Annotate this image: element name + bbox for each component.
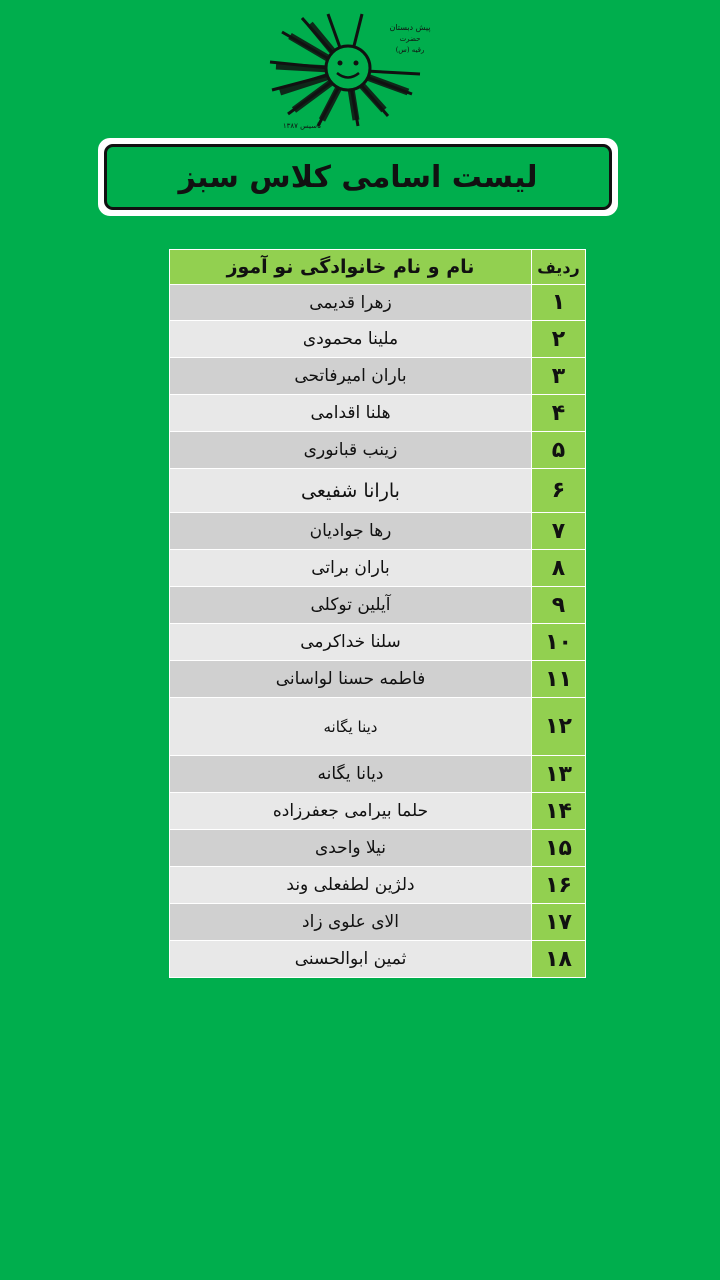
row-number: ۱۱ [532, 661, 586, 698]
table-header-row [170, 250, 586, 285]
table-row [170, 941, 586, 978]
student-name: الای علوی زاد [170, 904, 532, 941]
student-name: دینا یگانه [170, 698, 532, 756]
student-name: دلژین لطفعلی وند [170, 867, 532, 904]
row-number: ۱۰ [532, 624, 586, 661]
student-name: حلما بیرامی جعفرزاده [170, 793, 532, 830]
student-name: دیانا یگانه [170, 756, 532, 793]
student-name: هلنا اقدامی [170, 395, 532, 432]
table-row [170, 661, 586, 698]
row-number: ۱۲ [532, 698, 586, 756]
title-banner [98, 138, 618, 216]
student-name: ملینا محمودی [170, 321, 532, 358]
header-student-name: نام و نام خانوادگی نو آموز [170, 250, 532, 285]
logo-school-name-3: رقیه (س) [395, 46, 425, 54]
row-number: ۵ [532, 432, 586, 469]
row-number: ۱ [532, 285, 586, 321]
table-body [170, 285, 586, 978]
student-name: باران امیرفاتحی [170, 358, 532, 395]
table-row [170, 793, 586, 830]
table-row [170, 432, 586, 469]
table-row [170, 698, 586, 756]
row-number: ۶ [532, 469, 586, 513]
student-name: نیلا واحدی [170, 830, 532, 867]
row-number: ۱۶ [532, 867, 586, 904]
row-number: ۱۸ [532, 941, 586, 978]
row-number: ۳ [532, 358, 586, 395]
header-row-number: ردیف [532, 250, 586, 285]
row-number: ۷ [532, 513, 586, 550]
title-banner-inner [104, 144, 612, 210]
table-row [170, 358, 586, 395]
logo-founded-year: تاسیس ۱۳۸۷ [282, 122, 322, 130]
table-row [170, 469, 586, 513]
student-name: رها جوادیان [170, 513, 532, 550]
table-row [170, 867, 586, 904]
student-name: بارانا شفیعی [170, 469, 532, 513]
table-row [170, 285, 586, 321]
row-number: ۸ [532, 550, 586, 587]
student-roster-table [169, 249, 586, 978]
row-number: ۴ [532, 395, 586, 432]
row-number: ۱۵ [532, 830, 586, 867]
student-name: زینب قبانوری [170, 432, 532, 469]
row-number: ۱۴ [532, 793, 586, 830]
table-row [170, 756, 586, 793]
student-name: فاطمه حسنا لواسانی [170, 661, 532, 698]
row-number: ۱۷ [532, 904, 586, 941]
table-row [170, 624, 586, 661]
smiley-face [326, 46, 370, 90]
table-row [170, 395, 586, 432]
table-row [170, 321, 586, 358]
logo-school-name-2: حضرت [399, 35, 421, 43]
student-name: باران براتی [170, 550, 532, 587]
row-number: ۲ [532, 321, 586, 358]
row-number: ۹ [532, 587, 586, 624]
page-title: لیست اسامی کلاس سبز [178, 159, 538, 195]
table-row [170, 830, 586, 867]
logo-school-name-1: پیش دبستان [389, 23, 431, 32]
student-name: ثمین ابوالحسنی [170, 941, 532, 978]
row-number: ۱۳ [532, 756, 586, 793]
school-logo [262, 10, 440, 132]
student-name: آیلین توکلی [170, 587, 532, 624]
student-name: زهرا قدیمی [170, 285, 532, 321]
table-row [170, 904, 586, 941]
student-name: سلنا خداکرمی [170, 624, 532, 661]
table-row [170, 513, 586, 550]
table-row [170, 587, 586, 624]
table-row [170, 550, 586, 587]
